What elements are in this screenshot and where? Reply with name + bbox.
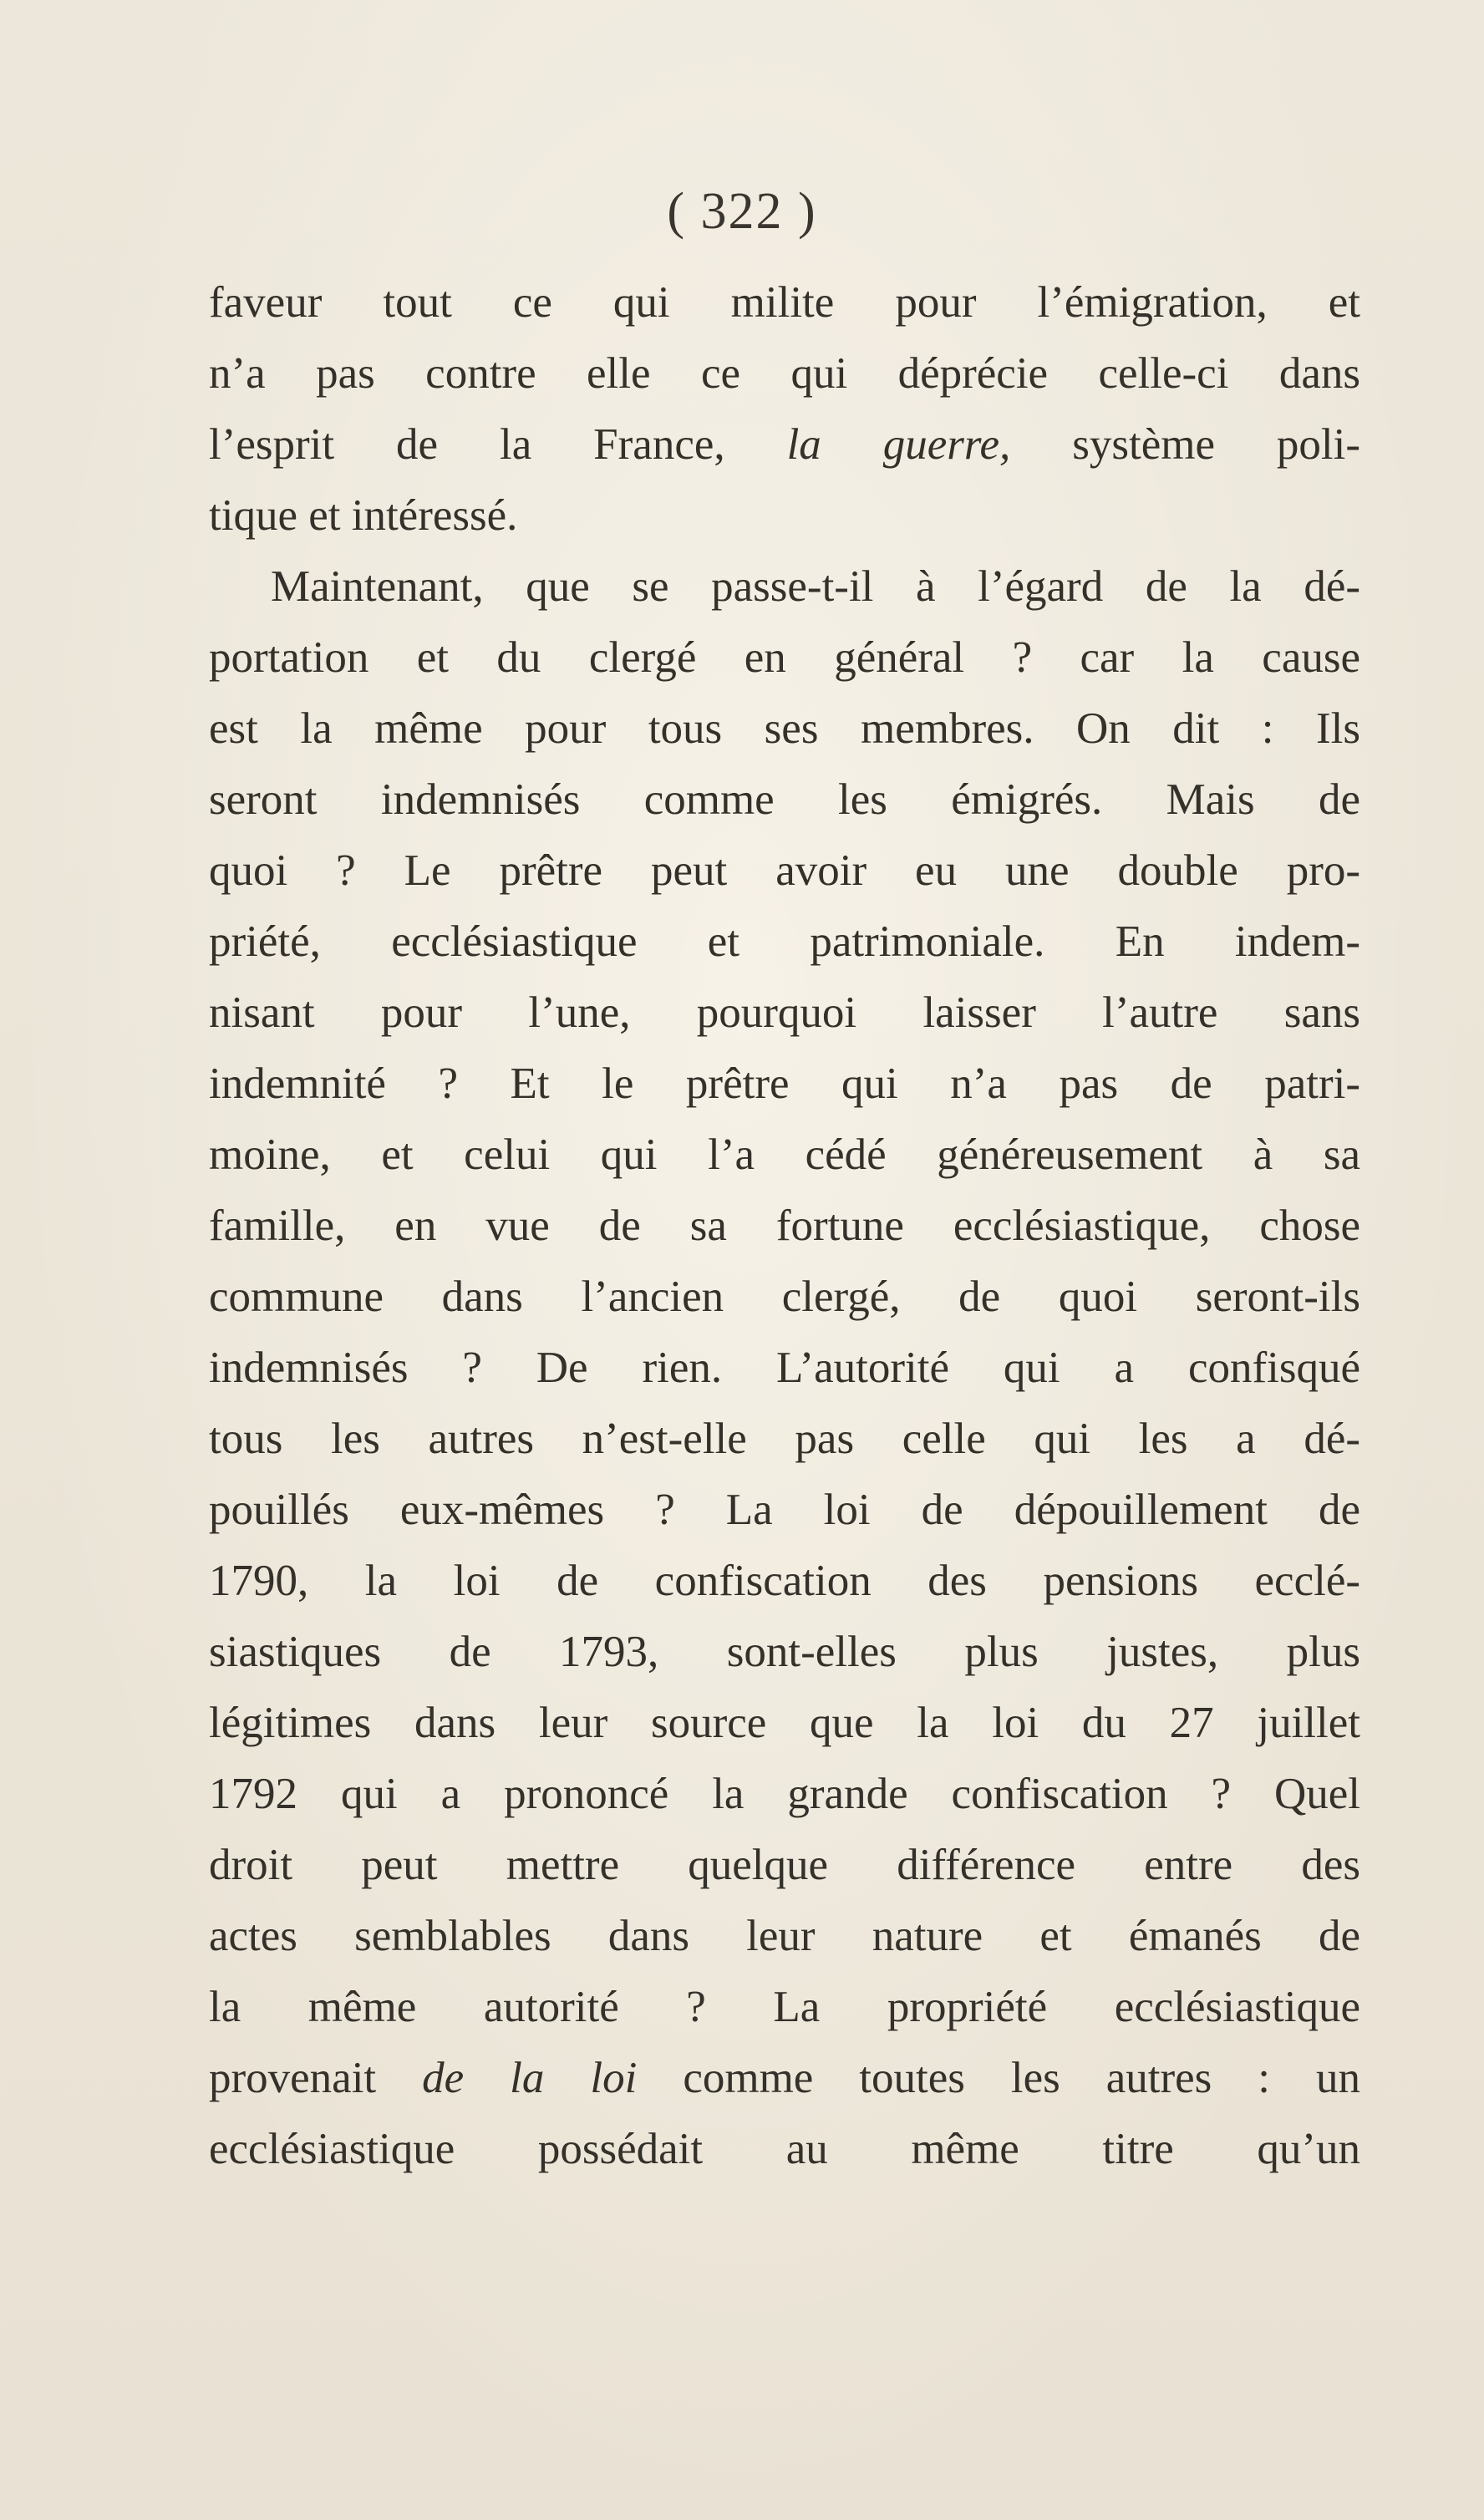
- text-run: provenait: [209, 2054, 423, 2102]
- text-line: commune dans l’ancien clergé, de quoi seront-ils: [209, 1273, 1360, 1321]
- text-line: la même autorité ? La propriété ecclésiastique: [209, 1983, 1360, 2031]
- text-run: comme toutes les autres : un: [637, 2054, 1360, 2102]
- text-line: 1790, la loi de confiscation des pensions ecclé-: [209, 1557, 1360, 1605]
- text-line: [209, 409, 1360, 480]
- text-line: nisant pour l’une, pourquoi laisser l’autre sans: [209, 988, 1360, 1037]
- text-line: quoi ? Le prêtre peut avoir eu une double pro-: [209, 846, 1360, 895]
- text-line: seront indemnisés comme les émigrés. Mais de: [209, 775, 1360, 824]
- text-line: est la même pour tous ses membres. On dit : Ils: [209, 704, 1360, 753]
- text-line: droit peut mettre quelque différence entre des: [209, 1841, 1360, 1889]
- italic-run: de la loi: [422, 2054, 638, 2102]
- text-line: Maintenant, que se passe-t-il à l’égard de la dé-: [271, 562, 1360, 611]
- text-line: légitimes dans leur source que la loi du 27 juillet: [209, 1699, 1360, 1747]
- text-line: tique et intéressé.: [209, 491, 518, 540]
- text-line: indemnisés ? De rien. L’autorité qui a confisqué: [209, 1344, 1360, 1392]
- text-run: l’esprit de la France,: [209, 420, 787, 469]
- text-line: pouillés eux-mêmes ? La loi de dépouillement de: [209, 1486, 1360, 1534]
- text-line: famille, en vue de sa fortune ecclésiastique, chose: [209, 1202, 1360, 1250]
- text-line: ecclésiastique possédait au même titre qu’un: [209, 2125, 1360, 2173]
- text-line: priété, ecclésiastique et patrimoniale. En indem-: [209, 917, 1360, 966]
- text-line: faveur tout ce qui milite pour l’émigration, et: [209, 278, 1360, 327]
- text-line: indemnité ? Et le prêtre qui n’a pas de patri-: [209, 1059, 1360, 1108]
- text-run: système poli-: [1010, 420, 1360, 469]
- text-line: n’a pas contre elle ce qui déprécie celle-ci dans: [209, 349, 1360, 398]
- text-line: moine, et celui qui l’a cédé généreusement à sa: [209, 1130, 1360, 1179]
- text-line: [209, 2043, 1360, 2114]
- text-line: actes semblables dans leur nature et émanés de: [209, 1912, 1360, 1960]
- text-line: 1792 qui a prononcé la grande confiscation ? Quel: [209, 1770, 1360, 1818]
- body-text: [209, 267, 1360, 2185]
- text-line: siastiques de 1793, sont-elles plus justes, plus: [209, 1628, 1360, 1676]
- italic-run: la guerre,: [786, 420, 1011, 469]
- text-line: portation et du clergé en général ? car la cause: [209, 633, 1360, 682]
- text-line: tous les autres n’est-elle pas celle qui les a dé-: [209, 1415, 1360, 1463]
- page-number: ( 322 ): [667, 183, 817, 240]
